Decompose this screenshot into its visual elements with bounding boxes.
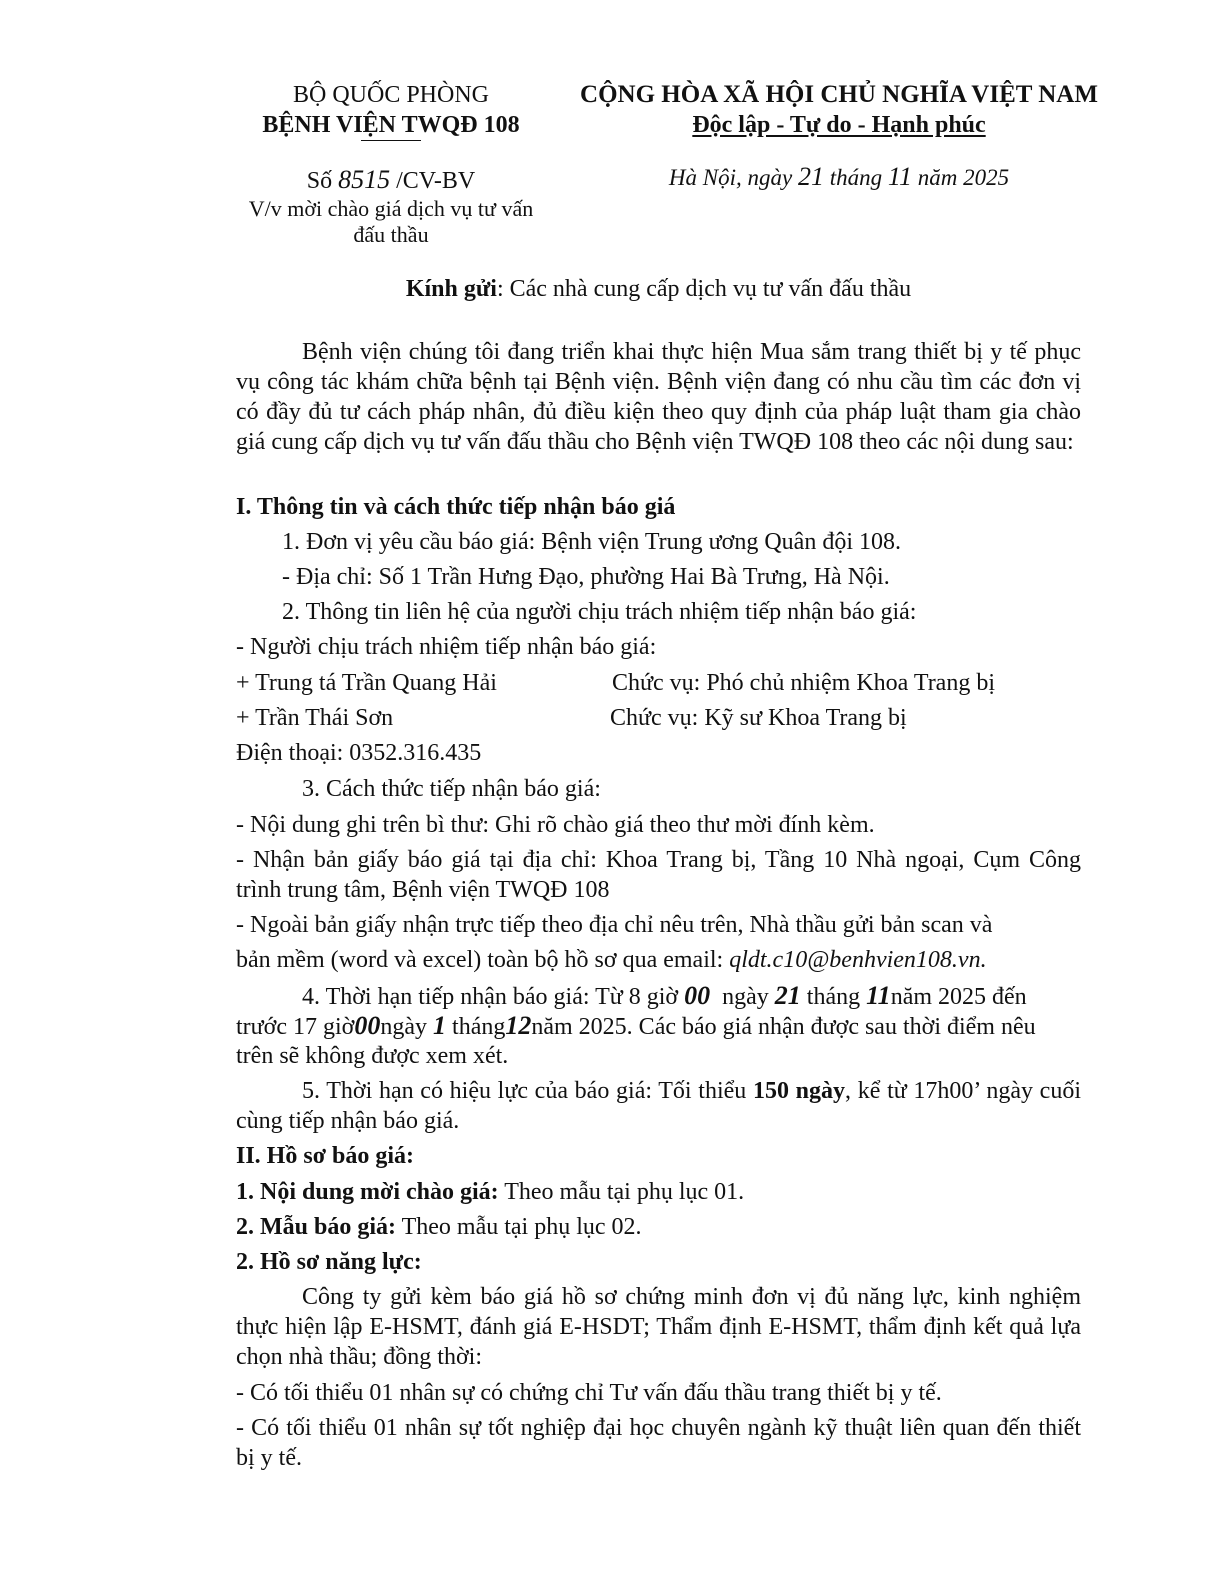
person1-role: Chức vụ: Phó chủ nhiệm Khoa Trang bị xyxy=(612,670,996,696)
paper-submission: - Nhận bản giấy báo giá tại địa chỉ: Khoa Trang bị, Tầng 10 Nhà ngoại, Cụm Công trình trung tâm, Bệnh viện TWQĐ 108 xyxy=(236,847,1081,903)
header-left-divider xyxy=(361,140,421,141)
scan-line-2 xyxy=(236,945,987,975)
section1-item2: 2. Thông tin liên hệ của người chịu trách nhiệm tiếp nhận báo giá: xyxy=(282,599,917,625)
document-number xyxy=(236,165,546,196)
date-line xyxy=(574,162,1104,193)
date-month-label: tháng xyxy=(829,165,883,190)
hospital-name: BỆNH VIỆN TWQĐ 108 xyxy=(262,112,520,138)
item4-text-a: 4. Thời hạn tiếp nhận báo giá: Từ 8 giờ xyxy=(302,984,679,1010)
section2-item1-text: Theo mẫu tại phụ lục 01. xyxy=(498,1179,745,1205)
section1-address: - Địa chỉ: Số 1 Trần Hưng Đạo, phường Hai Bà Trưng, Hà Nội. xyxy=(282,564,890,590)
responsible-person-heading: - Người chịu trách nhiệm tiếp nhận báo giá: xyxy=(236,634,657,660)
recipient-text: : Các nhà cung cấp dịch vụ tư vấn đấu thầu xyxy=(496,276,912,302)
contact-phone: Điện thoại: 0352.316.435 xyxy=(236,740,482,766)
item4-hour-end: 00 xyxy=(354,1011,381,1040)
header-left xyxy=(236,80,546,248)
intro-paragraph: Bệnh viện chúng tôi đang triển khai thực hiện Mua sắm trang thiết bị y tế phục vụ công tác khám chữa bệnh tại Bệnh viện. Bệnh viện đang có nhu cầu tìm các đơn vị có đầy đủ tư cách pháp nhân, đủ điều kiện theo quy định của pháp luật tham gia chào giá cung cấp dịch vụ tư vấn đấu thầu cho Bệnh viện TWQĐ 108 theo các nội dung sau: xyxy=(236,339,1081,455)
doc-no-value: 8515 xyxy=(338,165,391,194)
item4-day-start: 21 xyxy=(774,981,801,1010)
doc-no-prefix: Số xyxy=(306,168,333,194)
person2-role: Chức vụ: Kỹ sư Khoa Trang bị xyxy=(610,705,907,731)
item5-text-b: , kể từ 17h00’ ngày cuối cùng tiếp nhận báo giá. xyxy=(236,1078,1081,1134)
item5-duration: 150 ngày xyxy=(752,1078,846,1104)
section2-item1-label: 1. Nội dung mời chào giá: xyxy=(236,1179,499,1205)
item4-text-g: tháng xyxy=(452,1014,506,1040)
item4-text-h: năm 2025. Các báo giá nhận được sau thời điểm nêu xyxy=(531,1014,1036,1040)
person1-name: + Trung tá Trần Quang Hải xyxy=(236,670,497,696)
subject-line-2: đấu thầu xyxy=(353,222,429,247)
item4-text-c: tháng xyxy=(806,984,861,1010)
section1-title: I. Thông tin và cách thức tiếp nhận báo giá xyxy=(236,494,676,520)
subject-line-1: V/v mời chào giá dịch vụ tư vấn xyxy=(248,196,534,221)
item4-month-start: 11 xyxy=(866,981,891,1010)
item4-text-e: trước 17 giờ xyxy=(236,1014,355,1040)
item5-paragraph xyxy=(236,1076,1081,1136)
item4-text-b: ngày xyxy=(722,984,769,1010)
person2-name: + Trần Thái Sơn xyxy=(236,705,394,731)
scan-line-1: - Ngoài bản giấy nhận trực tiếp theo địa chỉ nêu trên, Nhà thầu gửi bản scan và xyxy=(236,912,993,938)
date-month: 11 xyxy=(887,162,912,191)
section2-item1 xyxy=(236,1177,744,1207)
section1-item3: 3. Cách thức tiếp nhận báo giá: xyxy=(302,776,601,802)
item5-text-a: 5. Thời hạn có hiệu lực của báo giá: Tối thiểu xyxy=(302,1078,747,1104)
ministry-name: BỘ QUỐC PHÒNG xyxy=(292,82,490,108)
item4-line-2 xyxy=(236,1011,1036,1042)
date-place: Hà Nội, ngày xyxy=(668,165,793,190)
item4-line-3: trên sẽ không được xem xét. xyxy=(236,1043,509,1069)
item4-line-1 xyxy=(302,981,1027,1012)
section1-item1: 1. Đơn vị yêu cầu báo giá: Bệnh viện Trung ương Quân đội 108. xyxy=(282,529,901,555)
recipient-label: Kính gửi xyxy=(405,276,497,302)
item4-text-d: năm 2025 đến xyxy=(890,984,1027,1010)
date-day: 21 xyxy=(797,162,824,191)
item4-hour-start: 00 xyxy=(684,981,711,1010)
section2-title: II. Hồ sơ báo giá: xyxy=(236,1143,414,1169)
requirement-2: - Có tối thiểu 01 nhân sự tốt nghiệp đại học chuyên ngành kỹ thuật liên quan đến thiết bị y tế. xyxy=(236,1415,1081,1471)
country-name: CỘNG HÒA XÃ HỘI CHỦ NGHĨA VIỆT NAM xyxy=(580,81,1098,108)
motto: Độc lập - Tự do - Hạnh phúc xyxy=(692,112,986,138)
item4-text-f: ngày xyxy=(380,1014,428,1040)
envelope-note: - Nội dung ghi trên bì thư: Ghi rõ chào giá theo thư mời đính kèm. xyxy=(236,812,875,838)
section2-item2 xyxy=(236,1212,642,1242)
item4-month-end: 12 xyxy=(505,1011,532,1040)
capability-paragraph: Công ty gửi kèm báo giá hồ sơ chứng minh đơn vị đủ năng lực, kinh nghiệm thực hiện lập E-HSMT, đánh giá E-HSDT; Thẩm định E-HSMT, thẩm định kết quả lựa chọn nhà thầu; đồng thời: xyxy=(236,1284,1081,1370)
section2-item2-label: 2. Mẫu báo giá: xyxy=(236,1214,397,1240)
contact-email[interactable]: qldt.c10@benhvien108.vn. xyxy=(729,947,987,973)
doc-no-suffix: /CV-BV xyxy=(396,168,476,194)
item4-day-end: 1 xyxy=(433,1011,447,1040)
header-right xyxy=(574,80,1104,193)
scan-line-2-text: bản mềm (word và excel) toàn bộ hồ sơ qua email: xyxy=(236,947,724,973)
requirement-1: - Có tối thiểu 01 nhân sự có chứng chỉ Tư vấn đấu thầu trang thiết bị y tế. xyxy=(236,1380,942,1406)
section2-item2-text: Theo mẫu tại phụ lục 02. xyxy=(396,1214,642,1240)
recipient-line xyxy=(236,274,1081,304)
date-year: năm 2025 xyxy=(917,165,1010,190)
section2-item3-label: 2. Hồ sơ năng lực: xyxy=(236,1249,422,1275)
